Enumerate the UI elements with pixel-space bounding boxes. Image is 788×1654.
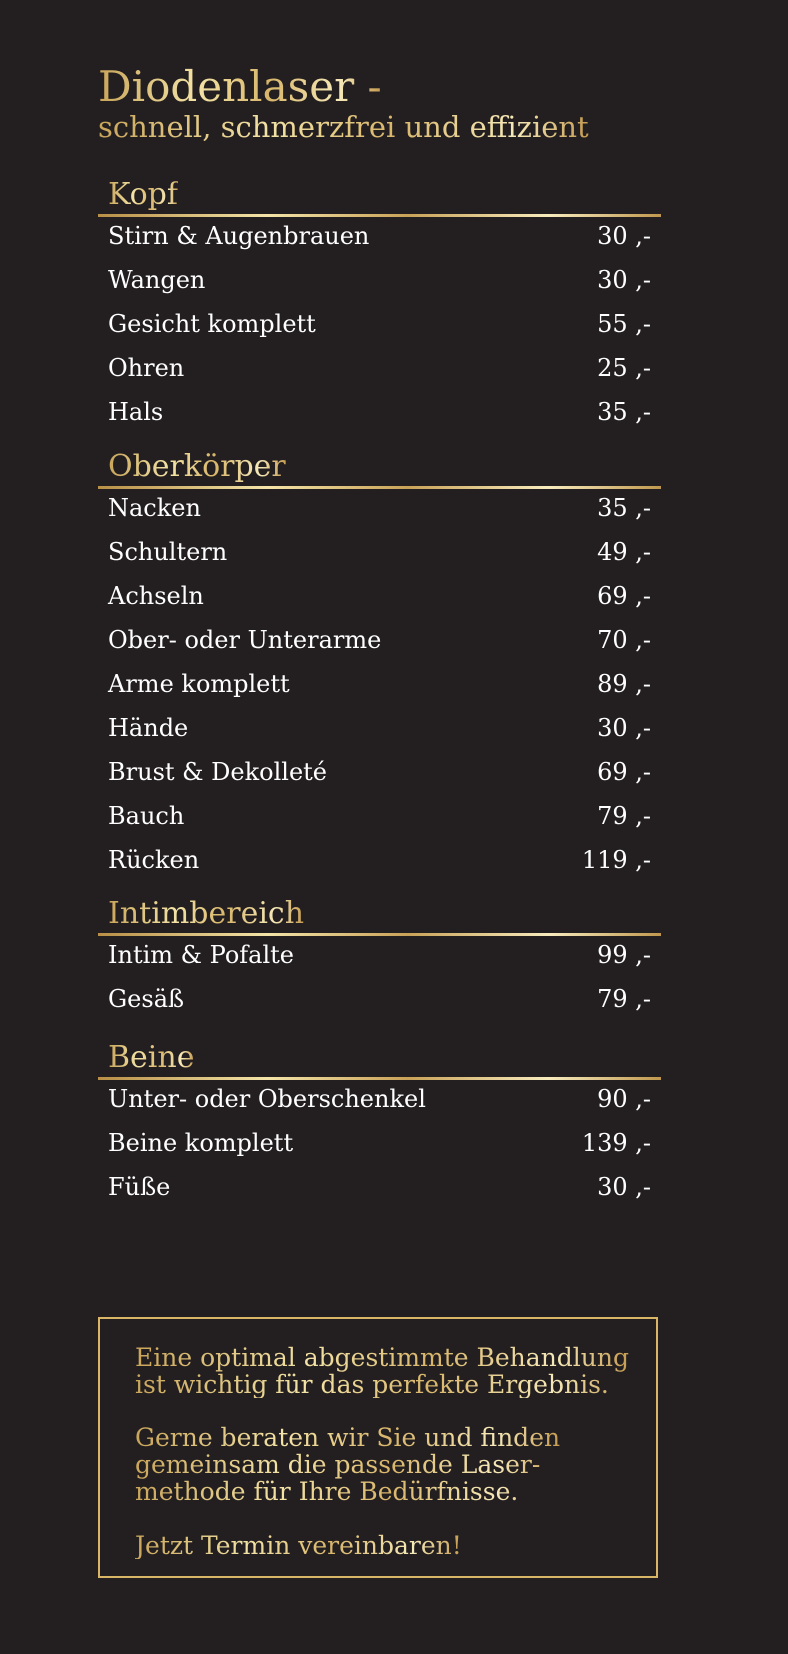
- price-item: [98, 665, 661, 709]
- item-price: 30 ,-: [597, 1173, 651, 1201]
- info-line: ist wichtig für das perfekte Ergebnis.: [135, 1370, 609, 1399]
- item-name: Beine komplett: [108, 1129, 294, 1157]
- price-item: [98, 1080, 661, 1124]
- info-line: methode für Ihre Bedürfnisse.: [135, 1477, 519, 1506]
- item-price: 55 ,-: [597, 310, 651, 338]
- section-title: Beine: [108, 1040, 195, 1075]
- section-header: [98, 174, 661, 214]
- section-title: Kopf: [108, 177, 178, 212]
- item-price: 70 ,-: [597, 626, 651, 654]
- price-item: [98, 1124, 661, 1168]
- item-price: 30 ,-: [597, 222, 651, 250]
- item-name: Achseln: [108, 582, 204, 610]
- item-price: 30 ,-: [597, 714, 651, 742]
- item-name: Ober- oder Unterarme: [108, 626, 382, 654]
- item-name: Unter- oder Oberschenkel: [108, 1085, 426, 1113]
- item-price: 79 ,-: [597, 802, 651, 830]
- item-name: Hals: [108, 398, 164, 426]
- section-title: Intimbereich: [108, 896, 305, 931]
- price-item: [98, 261, 661, 305]
- section-header: [98, 446, 661, 486]
- section-title: Oberkörper: [108, 449, 286, 484]
- item-name: Schultern: [108, 538, 228, 566]
- item-name: Füße: [108, 1173, 171, 1201]
- info-paragraph: [135, 1344, 629, 1398]
- item-price: 119 ,-: [581, 846, 651, 874]
- page-subtitle: schnell, schmerzfrei und effizient: [98, 110, 589, 144]
- item-name: Ohren: [108, 354, 185, 382]
- info-box: [98, 1317, 658, 1578]
- item-name: Brust & Dekolleté: [108, 758, 327, 786]
- item-name: Rücken: [108, 846, 200, 874]
- call-to-action: Jetzt Termin vereinbaren!: [135, 1531, 462, 1560]
- item-price: 69 ,-: [597, 758, 651, 786]
- item-price: 99 ,-: [597, 941, 651, 969]
- item-name: Hände: [108, 714, 189, 742]
- section-header: [98, 893, 661, 933]
- item-name: Gesicht komplett: [108, 310, 316, 338]
- item-name: Nacken: [108, 494, 201, 522]
- info-line: gemeinsam die passende Laser-: [135, 1450, 541, 1479]
- price-item: [98, 489, 661, 533]
- section-header: [98, 1037, 661, 1077]
- price-item: [98, 621, 661, 665]
- item-price: 35 ,-: [597, 398, 651, 426]
- item-name: Wangen: [108, 266, 206, 294]
- item-price: 139 ,-: [581, 1129, 651, 1157]
- section-intimbereich: [98, 893, 661, 1024]
- section-beine: [98, 1037, 661, 1212]
- item-name: Stirn & Augenbrauen: [108, 222, 370, 250]
- price-item: [98, 1168, 661, 1212]
- item-name: Gesäß: [108, 985, 185, 1013]
- section-kopf: [98, 174, 661, 437]
- item-name: Arme komplett: [108, 670, 290, 698]
- price-item: [98, 709, 661, 753]
- price-item: [98, 349, 661, 393]
- price-item: [98, 393, 661, 437]
- item-price: 89 ,-: [597, 670, 651, 698]
- price-item: [98, 797, 661, 841]
- info-line: Eine optimal abgestimmte Behandlung: [135, 1343, 629, 1372]
- item-price: 35 ,-: [597, 494, 651, 522]
- page-title: Diodenlaser -: [98, 62, 382, 111]
- item-name: Bauch: [108, 802, 185, 830]
- price-item: [98, 305, 661, 349]
- price-item: [98, 533, 661, 577]
- price-item: [98, 841, 661, 885]
- item-price: 79 ,-: [597, 985, 651, 1013]
- item-price: 25 ,-: [597, 354, 651, 382]
- price-item: [98, 753, 661, 797]
- item-name: Intim & Pofalte: [108, 941, 294, 969]
- price-item: [98, 936, 661, 980]
- price-item: [98, 577, 661, 621]
- item-price: 90 ,-: [597, 1085, 651, 1113]
- info-line: Gerne beraten wir Sie und finden: [135, 1423, 561, 1452]
- section-oberkoerper: [98, 446, 661, 885]
- info-paragraph: [135, 1424, 560, 1505]
- price-item: [98, 217, 661, 261]
- item-price: 69 ,-: [597, 582, 651, 610]
- price-item: [98, 980, 661, 1024]
- item-price: 49 ,-: [597, 538, 651, 566]
- item-price: 30 ,-: [597, 266, 651, 294]
